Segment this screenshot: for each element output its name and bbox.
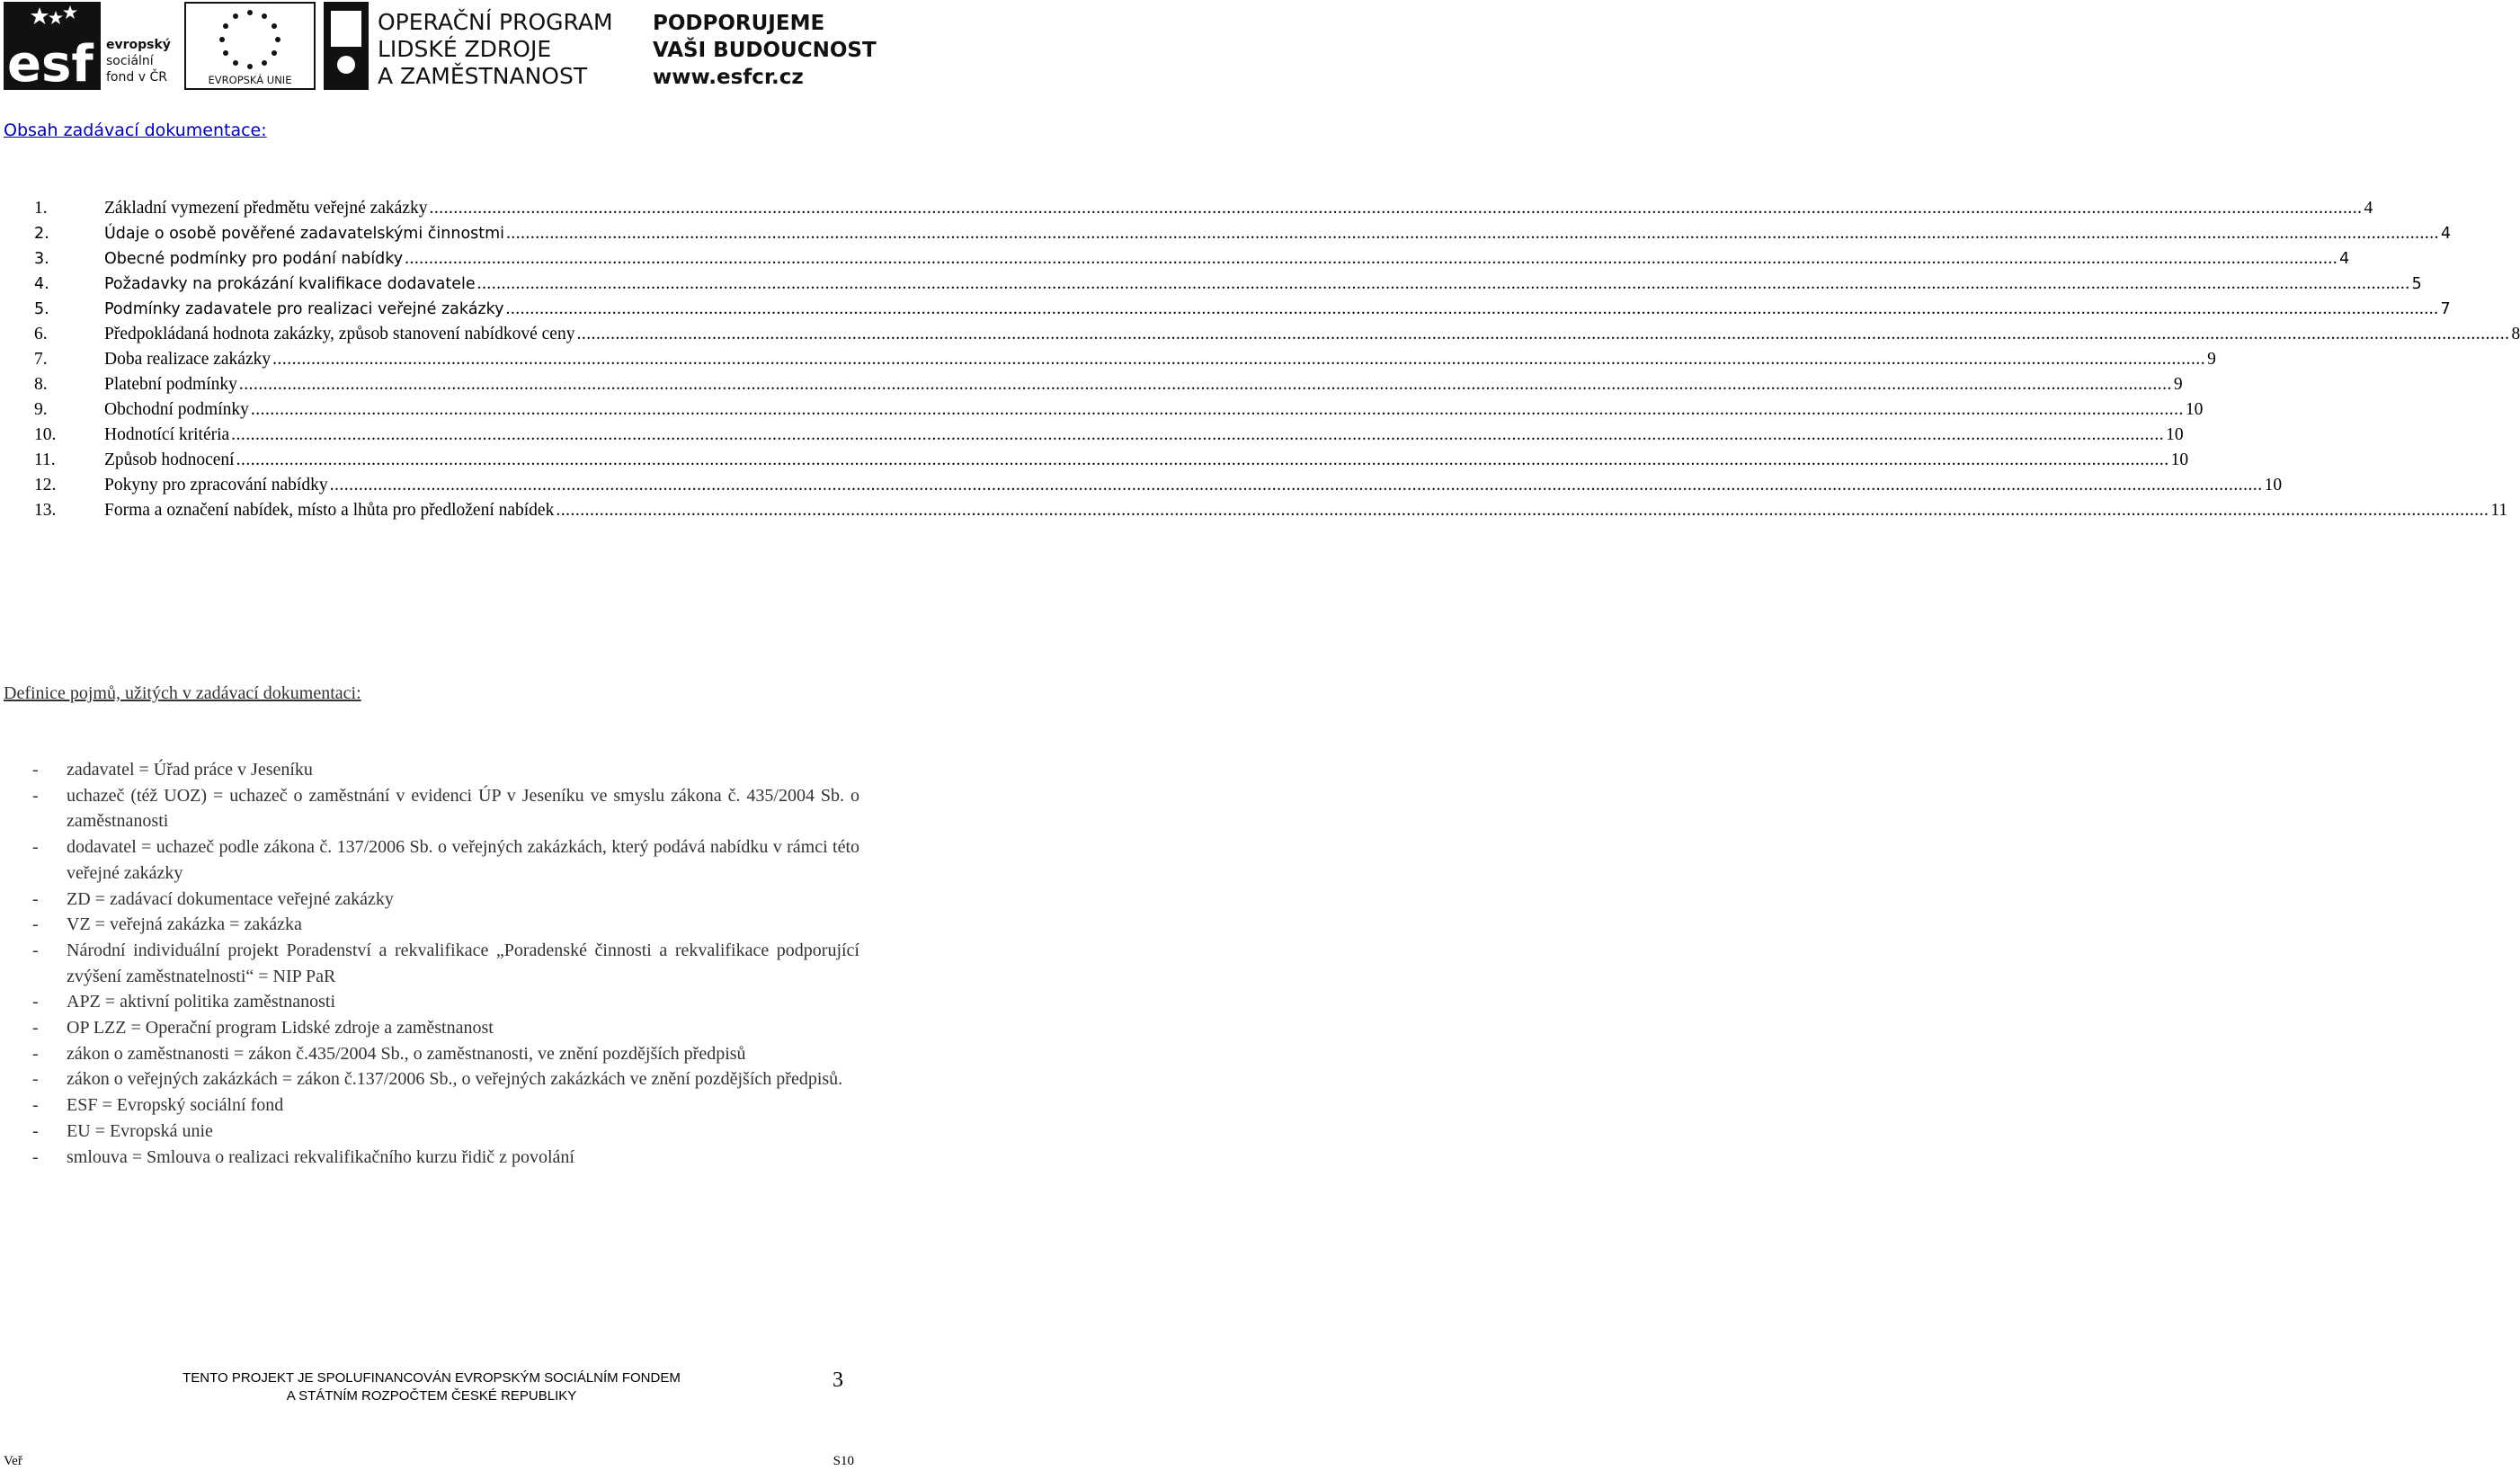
- definition-dash: -: [32, 914, 39, 935]
- toc-item-label: Základní vymezení předmětu veřejné zakázky: [104, 199, 428, 218]
- eu-flag-logo: [184, 2, 316, 90]
- toc-item[interactable]: [34, 322, 2520, 347]
- definition-text: APZ = aktivní politika zaměstnanosti: [67, 992, 336, 1012]
- toc-item[interactable]: [34, 221, 2452, 246]
- definition-dash: -: [32, 785, 39, 806]
- definition-dash: -: [32, 888, 39, 909]
- toc-item[interactable]: [34, 423, 2184, 448]
- footer-corner-left: Veř: [4, 1454, 22, 1468]
- definition-text: smlouva = Smlouva o realizaci rekvalifikačního kurzu řidič z povolání: [67, 1146, 574, 1167]
- definition-item: [4, 887, 859, 913]
- definition-dash: -: [32, 1146, 39, 1167]
- toc-item-leader: ................................................................................................................................................................................................................................................................................................................................................................................................................: [329, 476, 2263, 495]
- toc-item-leader: ................................................................................................................................................................................................................................................................................................................................................................................................................: [231, 425, 2165, 444]
- toc-item-leader: ................................................................................................................................................................................................................................................................................................................................................................................................................: [236, 450, 2169, 469]
- toc-item-number: 4.: [34, 275, 49, 293]
- definition-dash: -: [32, 940, 39, 960]
- toc-title: Obsah zadávací dokumentace:: [4, 120, 267, 140]
- toc-item-number: 6.: [34, 325, 48, 343]
- esf-logo-line3: fond v ČR: [106, 70, 167, 85]
- definition-text: ZD = zadávací dokumentace veřejné zakázky: [67, 888, 394, 909]
- toc-item-label: Podmínky zadavatele pro realizaci veřejné zakázky: [104, 300, 504, 318]
- toc-item-page: 9: [2173, 375, 2183, 394]
- definitions-title: Definice pojmů, užitých v zadávací dokumentaci:: [4, 683, 361, 703]
- page-number: 3: [833, 1369, 843, 1392]
- op-logo-line3: A ZAMĚSTNANOST: [378, 63, 588, 89]
- toc-item[interactable]: [34, 246, 2350, 272]
- toc-item-page: 7: [2440, 300, 2451, 318]
- toc-item-leader: ................................................................................................................................................................................................................................................................................................................................................................................................................: [272, 350, 2206, 369]
- toc-item-number: 11.: [34, 450, 56, 469]
- toc-item-page: 10: [2170, 450, 2189, 469]
- definition-dash: -: [32, 992, 39, 1012]
- definition-dash: -: [32, 1095, 39, 1116]
- footer-notice: [0, 1369, 863, 1405]
- definition-text: EU = Evropská unie: [67, 1120, 213, 1141]
- definition-item: [4, 938, 859, 989]
- toc-item-leader: ................................................................................................................................................................................................................................................................................................................................................................................................................: [476, 274, 2410, 293]
- definition-dash: -: [32, 1069, 39, 1090]
- toc-item-number: 13.: [34, 501, 57, 520]
- toc-item-label: Obchodní podmínky: [104, 400, 249, 419]
- toc-item[interactable]: [34, 272, 2422, 297]
- toc-item-leader: ................................................................................................................................................................................................................................................................................................................................................................................................................: [506, 224, 2440, 243]
- toc-item-page: 11: [2490, 501, 2508, 520]
- toc-item-page: 8: [2511, 325, 2520, 343]
- definition-item: [4, 989, 859, 1015]
- toc-item[interactable]: [34, 347, 2216, 372]
- op-lzz-logo: [324, 2, 644, 90]
- definition-text: zákon o zaměstnanosti = zákon č.435/2004 Sb., o zaměstnanosti, ve znění pozdějších předpisů: [67, 1043, 746, 1064]
- definition-item: [4, 912, 859, 938]
- op-logo-line2: LIDSKÉ ZDROJE: [378, 36, 552, 62]
- definition-text: Národní individuální projekt Poradenství a rekvalifikace „Poradenské činnosti a rekvalifikace podporující zvýšení zaměstnatelnosti“ = NIP PaR: [67, 940, 859, 986]
- footer-corner-right: S10: [833, 1454, 854, 1468]
- toc-item-leader: ................................................................................................................................................................................................................................................................................................................................................................................................................: [405, 249, 2338, 268]
- definition-item: [4, 783, 859, 834]
- toc-item-number: 1.: [34, 199, 48, 218]
- toc-item-page: 4: [2364, 199, 2373, 218]
- definition-item: [4, 1119, 859, 1145]
- toc-item-number: 2.: [34, 225, 49, 243]
- toc-item-leader: ................................................................................................................................................................................................................................................................................................................................................................................................................: [429, 199, 2363, 218]
- support-line2: VAŠI BUDOUCNOST: [653, 39, 877, 62]
- toc-item-number: 7.: [34, 350, 48, 369]
- toc-item-leader: ................................................................................................................................................................................................................................................................................................................................................................................................................: [576, 325, 2510, 343]
- toc-item-leader: ................................................................................................................................................................................................................................................................................................................................................................................................................: [238, 375, 2172, 394]
- toc-item-label: Předpokládaná hodnota zakázky, způsob stanovení nabídkové ceny: [104, 325, 575, 343]
- toc-item-label: Způsob hodnocení: [104, 450, 235, 469]
- toc-item-label: Platební podmínky: [104, 375, 237, 394]
- toc-item-page: 5: [2411, 275, 2422, 293]
- footer-line1: TENTO PROJEKT JE SPOLUFINANCOVÁN EVROPSKÝM SOCIÁLNÍM FONDEM: [183, 1370, 681, 1386]
- definition-text: zadavatel = Úřad práce v Jeseníku: [67, 760, 313, 780]
- toc-item-label: Forma a označení nabídek, místo a lhůta pro předložení nabídek: [104, 501, 555, 520]
- definition-item: [4, 1015, 859, 1041]
- esf-logo-line1: evropský: [106, 38, 171, 52]
- definition-item: [4, 1145, 859, 1171]
- footer-line2: A STÁTNÍM ROZPOČTEM ČESKÉ REPUBLIKY: [286, 1388, 577, 1404]
- esf-logo-mark: esf: [7, 35, 93, 94]
- eu-logo-label: EVROPSKÁ UNIE: [208, 74, 292, 86]
- toc-item[interactable]: [34, 372, 2183, 397]
- support-slogan: [651, 2, 877, 90]
- toc-item[interactable]: [34, 473, 2283, 498]
- toc-item-number: 10.: [34, 425, 57, 444]
- definition-dash: -: [32, 760, 39, 780]
- definition-text: VZ = veřejná zakázka = zakázka: [67, 914, 302, 935]
- definition-dash: -: [32, 1120, 39, 1141]
- definition-text: zákon o veřejných zakázkách = zákon č.137/2006 Sb., o veřejných zakázkách ve znění pozdějších předpisů.: [67, 1069, 843, 1090]
- toc-item-label: Obecné podmínky pro podání nabídky: [104, 250, 404, 268]
- toc-item-label: Pokyny pro zpracování nabídky: [104, 476, 328, 495]
- toc-item-label: Požadavky na prokázání kvalifikace dodavatele: [104, 275, 476, 293]
- toc-item[interactable]: [34, 448, 2189, 473]
- toc-item-page: 10: [2185, 400, 2204, 419]
- definitions-list: [4, 757, 859, 1170]
- toc-item-number: 8.: [34, 375, 48, 394]
- esf-logo: [4, 2, 180, 94]
- toc-item-page: 4: [2441, 225, 2452, 243]
- definition-text: OP LZZ = Operační program Lidské zdroje a zaměstnanost: [67, 1018, 494, 1039]
- toc-item-label: Hodnotící kritéria: [104, 425, 230, 444]
- toc-item[interactable]: [34, 498, 2508, 523]
- definition-dash: -: [32, 1018, 39, 1039]
- toc-item-label: Údaje o osobě pověřené zadavatelskými činnostmi: [104, 225, 505, 243]
- toc-item[interactable]: [34, 196, 2373, 221]
- support-line3: www.esfcr.cz: [653, 66, 804, 89]
- toc-item-number: 3.: [34, 250, 49, 268]
- toc-item-page: 4: [2339, 250, 2350, 268]
- definition-item: [4, 834, 859, 886]
- table-of-contents: [34, 196, 2520, 523]
- support-line1: PODPORUJEME: [653, 12, 825, 35]
- op-logo-line1: OPERAČNÍ PROGRAM: [378, 9, 613, 35]
- definition-dash: -: [32, 1043, 39, 1064]
- toc-item-number: 9.: [34, 400, 48, 419]
- definition-item: [4, 1041, 859, 1067]
- definition-item: [4, 757, 859, 783]
- header-banner: [0, 0, 877, 94]
- toc-item-leader: ................................................................................................................................................................................................................................................................................................................................................................................................................: [505, 299, 2439, 318]
- toc-item-leader: ................................................................................................................................................................................................................................................................................................................................................................................................................: [556, 501, 2489, 520]
- toc-item-number: 5.: [34, 300, 49, 318]
- toc-item[interactable]: [34, 397, 2204, 423]
- definition-item: [4, 1066, 859, 1092]
- definition-item: [4, 1092, 859, 1119]
- definition-text: dodavatel = uchazeč podle zákona č. 137/2006 Sb. o veřejných zakázkách, který podává nabídku v rámci této veřejné zakázky: [67, 837, 859, 883]
- esf-logo-line2: sociální: [106, 54, 154, 68]
- definition-dash: -: [32, 837, 39, 858]
- toc-item-number: 12.: [34, 476, 57, 495]
- toc-item-page: 9: [2207, 350, 2216, 369]
- toc-item-leader: ................................................................................................................................................................................................................................................................................................................................................................................................................: [250, 400, 2184, 419]
- toc-item[interactable]: [34, 297, 2451, 322]
- definition-text: uchazeč (též UOZ) = uchazeč o zaměstnání v evidenci ÚP v Jeseníku ve smyslu zákona č. 435/2004 Sb. o zaměstnanosti: [67, 785, 859, 832]
- definition-text: ESF = Evropský sociální fond: [67, 1095, 284, 1116]
- toc-item-label: Doba realizace zakázky: [104, 350, 272, 369]
- toc-item-page: 10: [2264, 476, 2283, 495]
- toc-item-page: 10: [2166, 425, 2184, 444]
